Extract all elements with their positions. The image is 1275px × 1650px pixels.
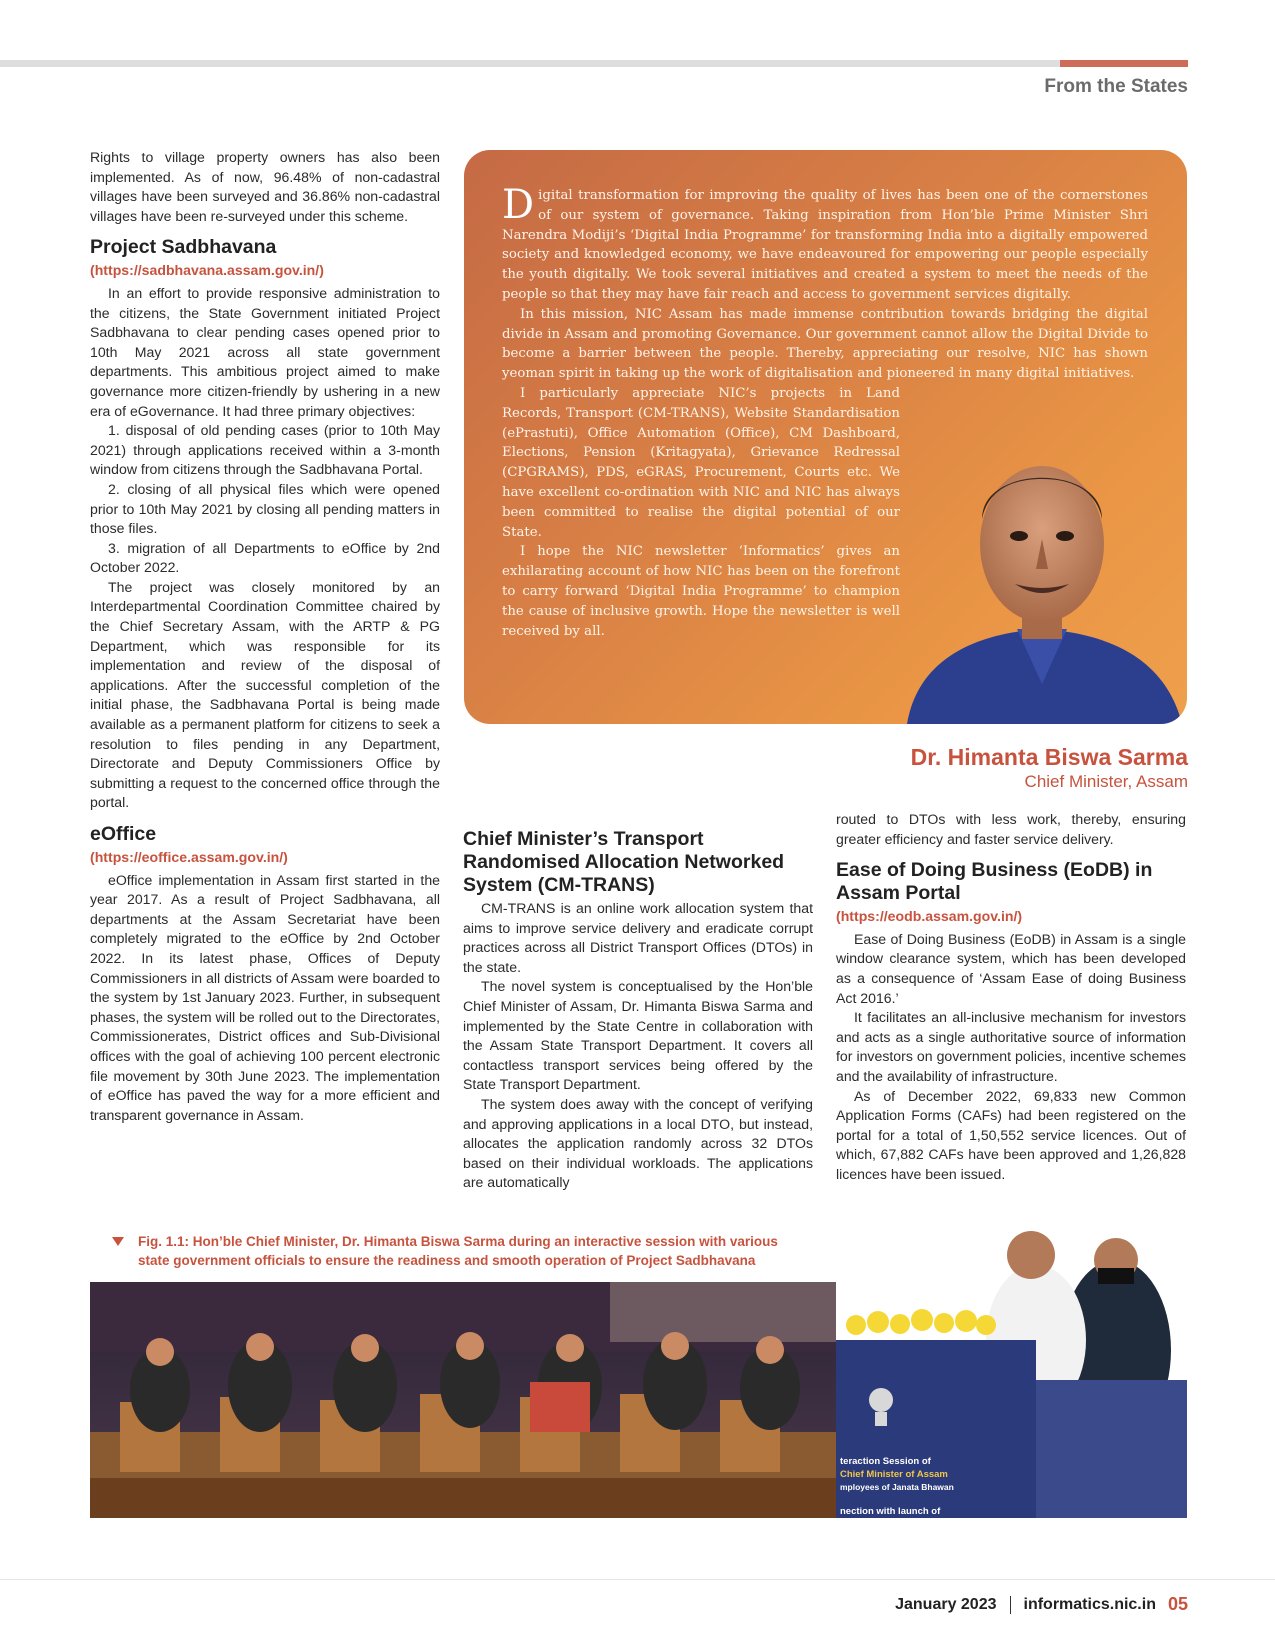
body-paragraph: CM-TRANS is an online work allocation system that aims to improve service delivery and eradicate corrupt practices across all District Transport Offices (DTOs) in the state.	[463, 900, 813, 975]
header-accent-rule	[1060, 60, 1188, 67]
footer-date: January 2023	[895, 1595, 997, 1613]
objective-item: 2. closing of all physical files which were opened prior to 10th May 2021 by closing all pending matters in those files.	[90, 480, 440, 537]
eoffice-link[interactable]: (https://eoffice.assam.gov.in/)	[90, 849, 288, 865]
page-number: 05	[1167, 1594, 1188, 1614]
body-paragraph: It facilitates an all-inclusive mechanism for investors and acts as a single authoritative source of information for investors on government policies, incentive schemes and the availability of infrastructure.	[836, 1009, 1186, 1084]
body-paragraph: In an effort to provide responsive administration to the citizens, the State Government initiated Project Sadbhavana to clear pending cases opened prior to 10th May 2021 across all state government departments. This ambitious project aimed to make governance more citizen-friendly by ushering in a new era of eGovernance. It had three primary objectives:	[90, 284, 440, 419]
footer-site[interactable]: informatics.nic.in	[1023, 1595, 1156, 1613]
body-paragraph: eOffice implementation in Assam first started in the year 2017. As a result of Project Sadbhavana, all departments at the Assam Secretariat have been completely migrated to the eOffice by 2nd October 2022. In its latest phase, Offices of Deputy Commissioners in all districts of Assam were boarded to the system by 1st January 2023. Further, in subsequent phases, the system will be rolled out to the Directorates, Commissionerates, District offices and Sub-Divisional offices with the goal of achieving 100 percent electronic file movement by 30th June 2023. The implementation of eOffice has paved the way for a more efficient and transparent governance in Assam.	[90, 871, 440, 1123]
body-paragraph: The novel system is conceptualised by the Hon’ble Chief Minister of Assam, Dr. Himanta Biswa Sarma and implemented by the State Centre in collaboration with the Assam State Transport Department. It covers all contactless transport services being offered by the State Transport Department.	[463, 978, 813, 1093]
cm-message-box	[464, 150, 1187, 724]
drop-cap: D	[502, 182, 535, 228]
caption-triangle-icon	[112, 1237, 124, 1246]
sadbhavana-link[interactable]: (https://sadbhavana.assam.gov.in/)	[90, 262, 324, 279]
body-paragraph: The project was closely monitored by an Interdepartmental Coordination Committee chaired by the Chief Secretary Assam, with the ARTP & PG Department, which was responsible for its implementation and review of the disposal of applications. After the successful completion of the initial phase, the Sadbhavana Portal is being made available as a permanent platform for citizens to seek a resolution to files pending in any Department, Directorate and Deputy Commissioners Office by submitting a request to the concerned office through the portal.	[90, 578, 440, 811]
signature-name: Dr. Himanta Biswa Sarma	[910, 744, 1188, 770]
objective-item: 1. disposal of old pending cases (prior to 10th May 2021) through applications received within a 3-month window from citizens through the Sadbhavana Portal.	[90, 422, 440, 478]
banner-line: Chief Minister of Assam	[840, 1469, 948, 1480]
podium-photo-image	[836, 1230, 1187, 1518]
header-rule	[0, 60, 1060, 67]
footer-separator	[1010, 1596, 1011, 1614]
figure-caption	[112, 1232, 812, 1270]
sadbhavana-heading: Project Sadbhavana	[90, 236, 277, 259]
message-first-text: igital transformation for improving the quality of lives has been one of the cornerstones of our system of governance. Taking inspiration from Hon’ble Prime Minister Shri Narendra Modiji’s ‘Digital India Programme’ for transforming India into a digitally empowered society and knowledged economy, we have endeavoured for empowering our people especially the youth digitally. We took several initiatives and created a system to meet the needs of the people so that they may have fair reach and access to government services digitally.	[502, 188, 1148, 302]
objective-item: 3. migration of all Departments to eOffice by 2nd October 2022.	[90, 539, 440, 576]
signature-title: Chief Minister, Assam	[1024, 772, 1188, 791]
session-photo-audience	[90, 1282, 836, 1518]
middle-column	[463, 818, 813, 1193]
continuation-paragraph: routed to DTOs with less work, thereby, ensuring greater efficiency and faster service delivery.	[836, 811, 1186, 847]
footer	[895, 1594, 1188, 1615]
banner-line: mployees of Janata Bhawan	[840, 1482, 954, 1492]
right-column	[836, 810, 1186, 1185]
message-paragraph: I particularly appreciate NIC’s projects in Land Records, Transport (CM-TRANS), Website Standardisation (ePrastuti), Office Automation (Office), CM Dashboard, Elections, Pension (Kritagyata), Grievance Redressal (CPGRAMS), PDS, eGRAS, Procurement, Courts etc. We have excellent co-ordination with NIC and NIC has always been committed to realise the digital potential of our State.	[502, 385, 900, 540]
section-label: From the States	[1044, 76, 1188, 97]
left-column	[90, 148, 440, 1125]
chief-minister-portrait	[897, 424, 1187, 724]
message-paragraph	[502, 182, 1148, 305]
eoffice-heading: eOffice	[90, 823, 157, 845]
intro-paragraph: Rights to village property owners has also been implemented. As of now, 96.48% of non-cadastral villages have been surveyed and 36.86% non-cadastral villages have been re-surveyed under this scheme.	[90, 149, 440, 224]
body-paragraph: Ease of Doing Business (EoDB) in Assam is a single window clearance system, which has been developed as a consequence of ‘Assam Ease of doing Business Act 2016.’	[836, 930, 1186, 1006]
message-paragraph: I hope the NIC newsletter ‘Informatics’ gives an exhilarating account of how NIC has been on the forefront to carry forward ‘Digital India Programme’ to champion the cause of inclusive growth. Hope the newsletter is well received by all.	[502, 544, 900, 639]
banner-line: nection with launch of	[840, 1506, 941, 1517]
eodb-link[interactable]: (https://eodb.assam.gov.in/)	[836, 908, 1023, 925]
body-paragraph: As of December 2022, 69,833 new Common Application Forms (CAFs) had been registered on the portal for a total of 1,50,552 service licences. Out of which, 67,882 CAFs have been approved and 1,26,828 licences have been issued.	[836, 1087, 1186, 1182]
footer-rule	[0, 1579, 1275, 1580]
eodb-heading: Ease of Doing Business (EoDB) in Assam Portal	[836, 859, 1153, 905]
session-photo-podium	[836, 1230, 1187, 1518]
body-paragraph: The system does away with the concept of verifying and approving applications in a local DTO, but instead, allocates the application randomly across 32 DTOs based on their individual workloads. The applications are automatically	[463, 1095, 813, 1191]
figure-caption-text: Fig. 1.1: Hon’ble Chief Minister, Dr. Himanta Biswa Sarma during an interactive session with various state government officials to ensure the readiness and smooth operation of Project Sadbhavana	[138, 1234, 778, 1268]
banner-line: teraction Session of	[840, 1456, 931, 1467]
audience-photo-image	[90, 1282, 836, 1518]
message-paragraph: In this mission, NIC Assam has made immense contribution towards bridging the digital divide in Assam and promoting Governance. Our government cannot allow the Digital Divide to become a barrier between the people. Thereby, appreciating our resolve, NIC has shown yeoman spirit in taking up the work of digitalisation and pioneered in many digital initiatives.	[502, 306, 1148, 382]
cm-trans-heading: Chief Minister’s Transport Randomised Allocation Networked System (CM-TRANS)	[463, 828, 785, 896]
